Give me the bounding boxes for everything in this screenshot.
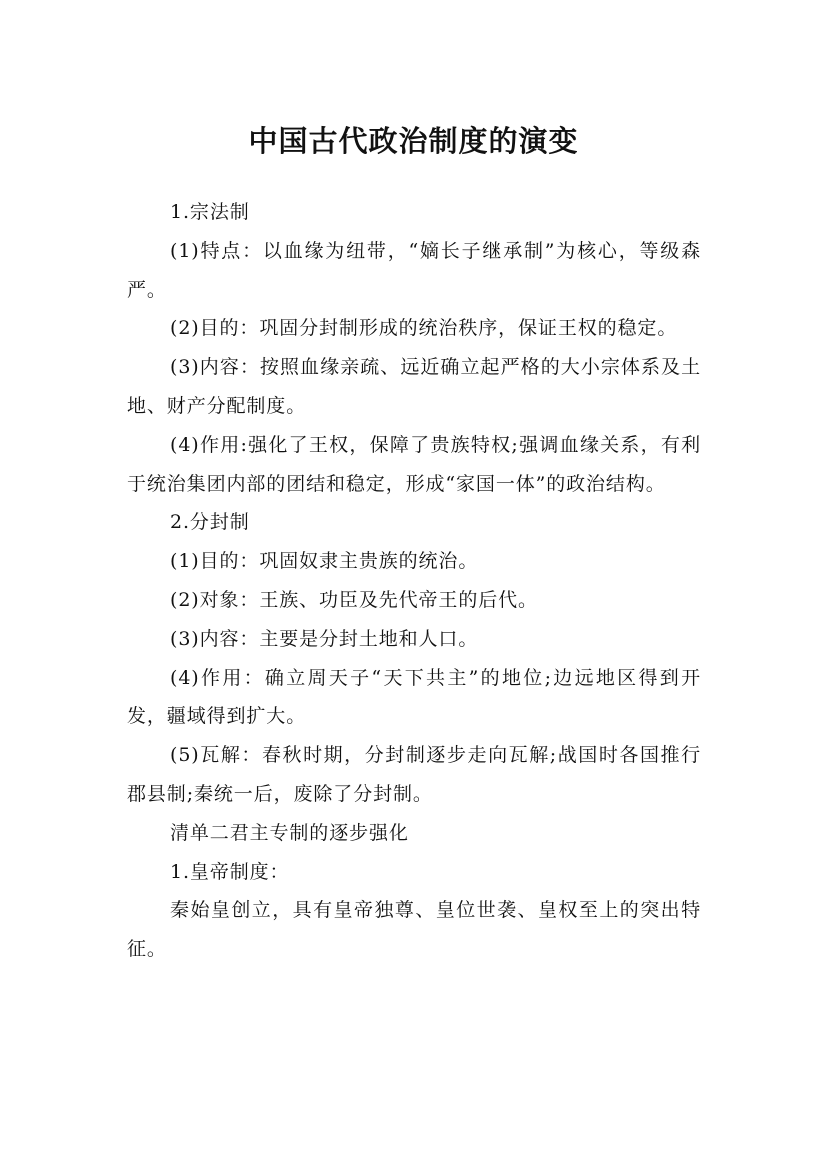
paragraph: (2)对象：王族、功臣及先代帝王的后代。 xyxy=(170,588,538,611)
heading-fenfengzhi: 2.分封制 xyxy=(170,511,250,534)
heading-huangdi-zhidu: 1.皇帝制度： xyxy=(170,860,290,883)
document-body xyxy=(127,193,701,969)
document-title: 中国古代政治制度的演变 xyxy=(248,124,579,159)
paragraph: (1)特点：以血缘为纽带，“嫡长子继承制”为核心，等级森严。 xyxy=(127,239,701,301)
paragraph: (3)内容：主要是分封土地和人口。 xyxy=(170,627,479,650)
paragraph: (3)内容：按照血缘亲疏、远近确立起严格的大小宗体系及土地、财产分配制度。 xyxy=(127,356,701,417)
paragraph: (5)瓦解：春秋时期，分封制逐步走向瓦解;战国时各国推行郡县制;秦统一后，废除了分封制。 xyxy=(127,744,701,805)
paragraph: 秦始皇创立，具有皇帝独尊、皇位世袭、皇权至上的突出特征。 xyxy=(127,899,701,961)
paragraph: (4)作用：确立周天子“天下共主”的地位;边远地区得到开发，疆域得到扩大。 xyxy=(127,666,701,728)
heading-zongfazhi: 1.宗法制 xyxy=(170,201,250,223)
paragraph: (2)目的：巩固分封制形成的统治秩序，保证王权的稳定。 xyxy=(170,317,678,340)
paragraph: (1)目的：巩固奴隶主贵族的统治。 xyxy=(170,550,479,573)
paragraph: (4)作用:强化了王权，保障了贵族特权;强调血缘关系，有利于统治集团内部的团结和稳定，形成“家国一体”的政治结构。 xyxy=(127,433,701,495)
section-heading: 清单二君主专制的逐步强化 xyxy=(170,821,409,844)
